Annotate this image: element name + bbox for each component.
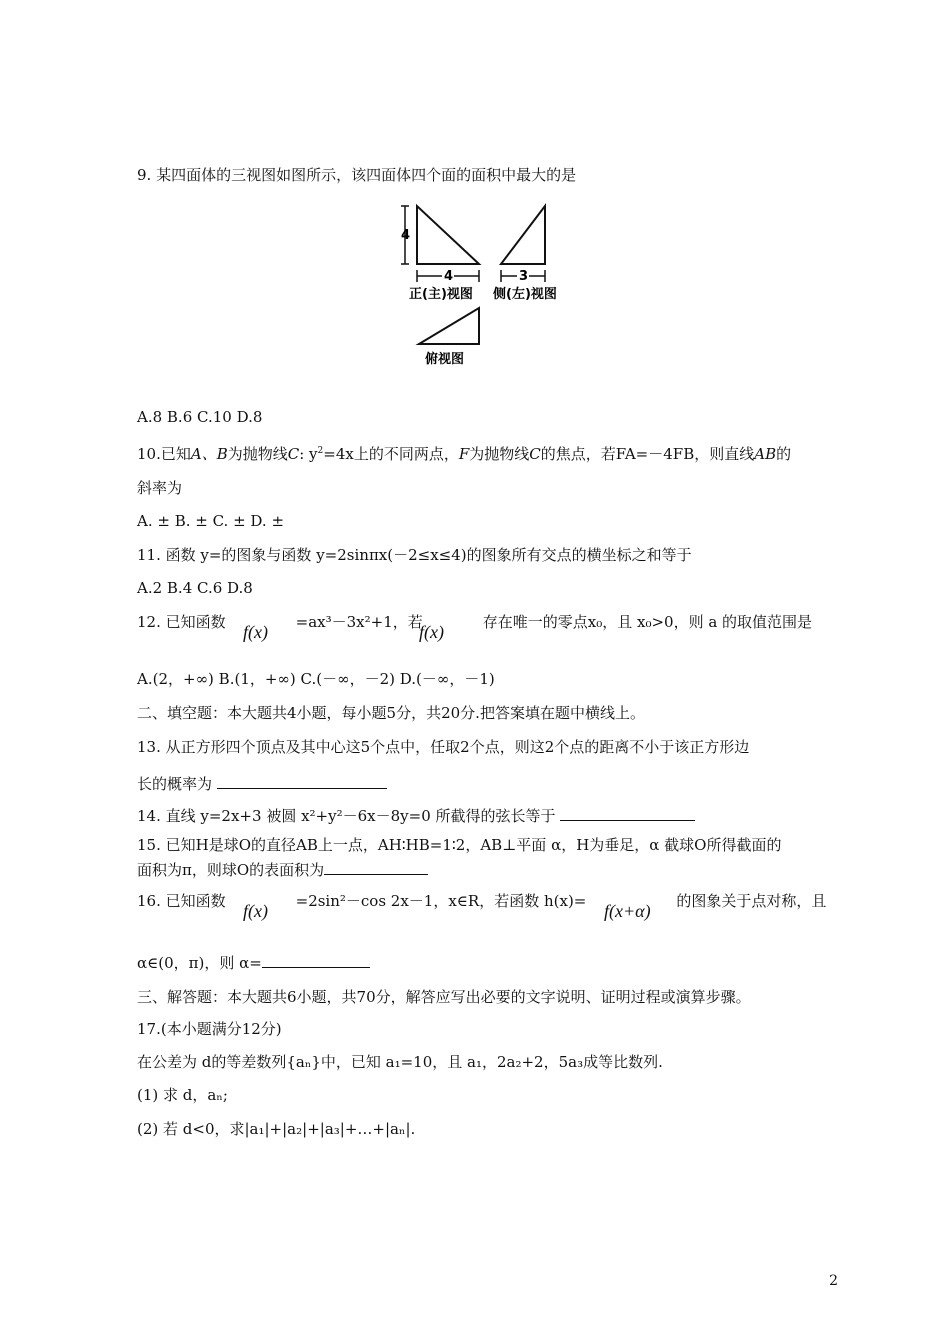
side-view: [492, 206, 557, 302]
side-width-label: 3: [519, 269, 529, 284]
q12-text-b: =ax³－3x²+1，若: [295, 613, 423, 631]
q14-answer-blank[interactable]: [560, 806, 695, 821]
q10-text-h: 为抛物线: [469, 445, 530, 463]
q16-text-a: 16. 已知函数: [137, 892, 226, 910]
top-view-label: 俯视图: [425, 352, 465, 367]
q10-text-d: C: [287, 445, 300, 463]
q16-text-l2: α∈(0，π)，则 α=: [137, 954, 262, 972]
page-number: 2: [829, 1273, 838, 1289]
q10-text-l: 的: [776, 445, 792, 463]
q15-line1: 15. 已知H是球O的直径AB上一点，AH∶HB=1∶2，AB⊥平面 α，H为垂足，α 截球O所得截面的: [137, 836, 782, 854]
q17-part1: (1) 求 d，aₙ;: [137, 1086, 228, 1104]
q16-fx: f(x): [243, 901, 268, 921]
q10-text-b: A、B: [190, 445, 228, 463]
q10-text-g: F: [458, 445, 470, 463]
q11-stem: 11. 函数 y=的图象与函数 y=2sinπx(－2≤x≤4)的图象所有交点的横坐标之和等于: [137, 546, 692, 564]
section2-heading: 二、填空题：本大题共4小题，每小题5分，共20分.把答案填在题中横线上。: [137, 704, 645, 722]
front-height-label: 4: [401, 228, 411, 243]
q13-line2: [137, 774, 387, 794]
q9-stem: 9. 某四面体的三视图如图所示，该四面体四个面的面积中最大的是: [137, 166, 577, 184]
q16-stem: [137, 891, 826, 911]
side-view-label: 侧(左)视图: [493, 287, 557, 302]
q11-options: A.2 B.4 C.6 D.8: [137, 579, 253, 597]
q10-text-i: C: [529, 445, 541, 463]
three-view-figure: [395, 198, 595, 368]
q16-text-c: 的图象关于点对称，且: [676, 892, 827, 910]
q16-text-b: =2sin²－cos 2x－1，x∈R，若函数 h(x)=: [295, 892, 587, 910]
q9-options: A.8 B.6 C.10 D.8: [137, 408, 263, 426]
q10-line1: 10.已知A、B为抛物线C: $y^2=4x$上的不同两点，F为抛物线C的焦点，若FA=－4FB，则直线AB的: [137, 445, 792, 463]
q17-stem: 在公差为 d的等差数列{aₙ}中，已知 a₁=10，且 a₁，2a₂+2，5a₃成等比数列.: [137, 1053, 663, 1071]
q16-line2: [137, 953, 370, 973]
q10-text-k: AB: [754, 445, 777, 463]
q12-options: A.(2，+∞) B.(1，+∞) C.(－∞，－2) D.(－∞，－1): [137, 670, 495, 688]
q15-answer-blank[interactable]: [324, 860, 428, 875]
front-width-label: 4: [444, 269, 454, 284]
q10-text-c: 为抛物线: [227, 445, 288, 463]
q15-text: 面积为π，则球O的表面积为: [137, 861, 325, 879]
front-view-label: 正(主)视图: [409, 287, 473, 302]
q15-line2: [137, 860, 428, 880]
q13-line1: 13. 从正方形四个顶点及其中心这5个点中，任取2个点，则这2个点的距离不小于该正方形边: [137, 738, 750, 756]
q14-text: 14. 直线 y=2x+3 被圆 x²+y²－6x－8y=0 所截得的弦长等于: [137, 807, 556, 825]
q10-text-f: =4x上的不同两点，: [323, 445, 459, 463]
q10-text-e: : y: [299, 445, 318, 463]
q16-answer-blank[interactable]: [262, 953, 370, 968]
q17-part2: (2) 若 d<0，求|a₁|+|a₂|+|a₃|+…+|aₙ|.: [137, 1120, 416, 1138]
section3-heading: 三、解答题：本大题共6小题，共70分，解答应写出必要的文字说明、证明过程或演算步骤。: [137, 988, 751, 1006]
q16-fxa: f(x+α): [604, 901, 651, 921]
q10-line2: 斜率为: [137, 479, 183, 497]
q13-text: 长的概率为: [137, 775, 213, 793]
top-view: [419, 308, 479, 367]
q12-stem: [137, 612, 812, 632]
q12-text-c: 存在唯一的零点x₀，且 x₀>0，则 a 的取值范围是: [482, 613, 813, 631]
q10-options: A. ± B. ± C. ± D. ±: [137, 512, 285, 530]
q13-answer-blank[interactable]: [217, 774, 387, 789]
front-view: [401, 206, 479, 302]
q10-text-a: 10.已知: [137, 445, 191, 463]
q17-heading: 17.(本小题满分12分): [137, 1020, 282, 1038]
q14-line: [137, 806, 695, 826]
q12-fx-2: f(x): [419, 622, 444, 642]
q12-fx-1: f(x): [243, 622, 268, 642]
q12-text-a: 12. 已知函数: [137, 613, 226, 631]
q10-text-j: 的焦点，若FA=－4FB，则直线: [540, 445, 755, 463]
